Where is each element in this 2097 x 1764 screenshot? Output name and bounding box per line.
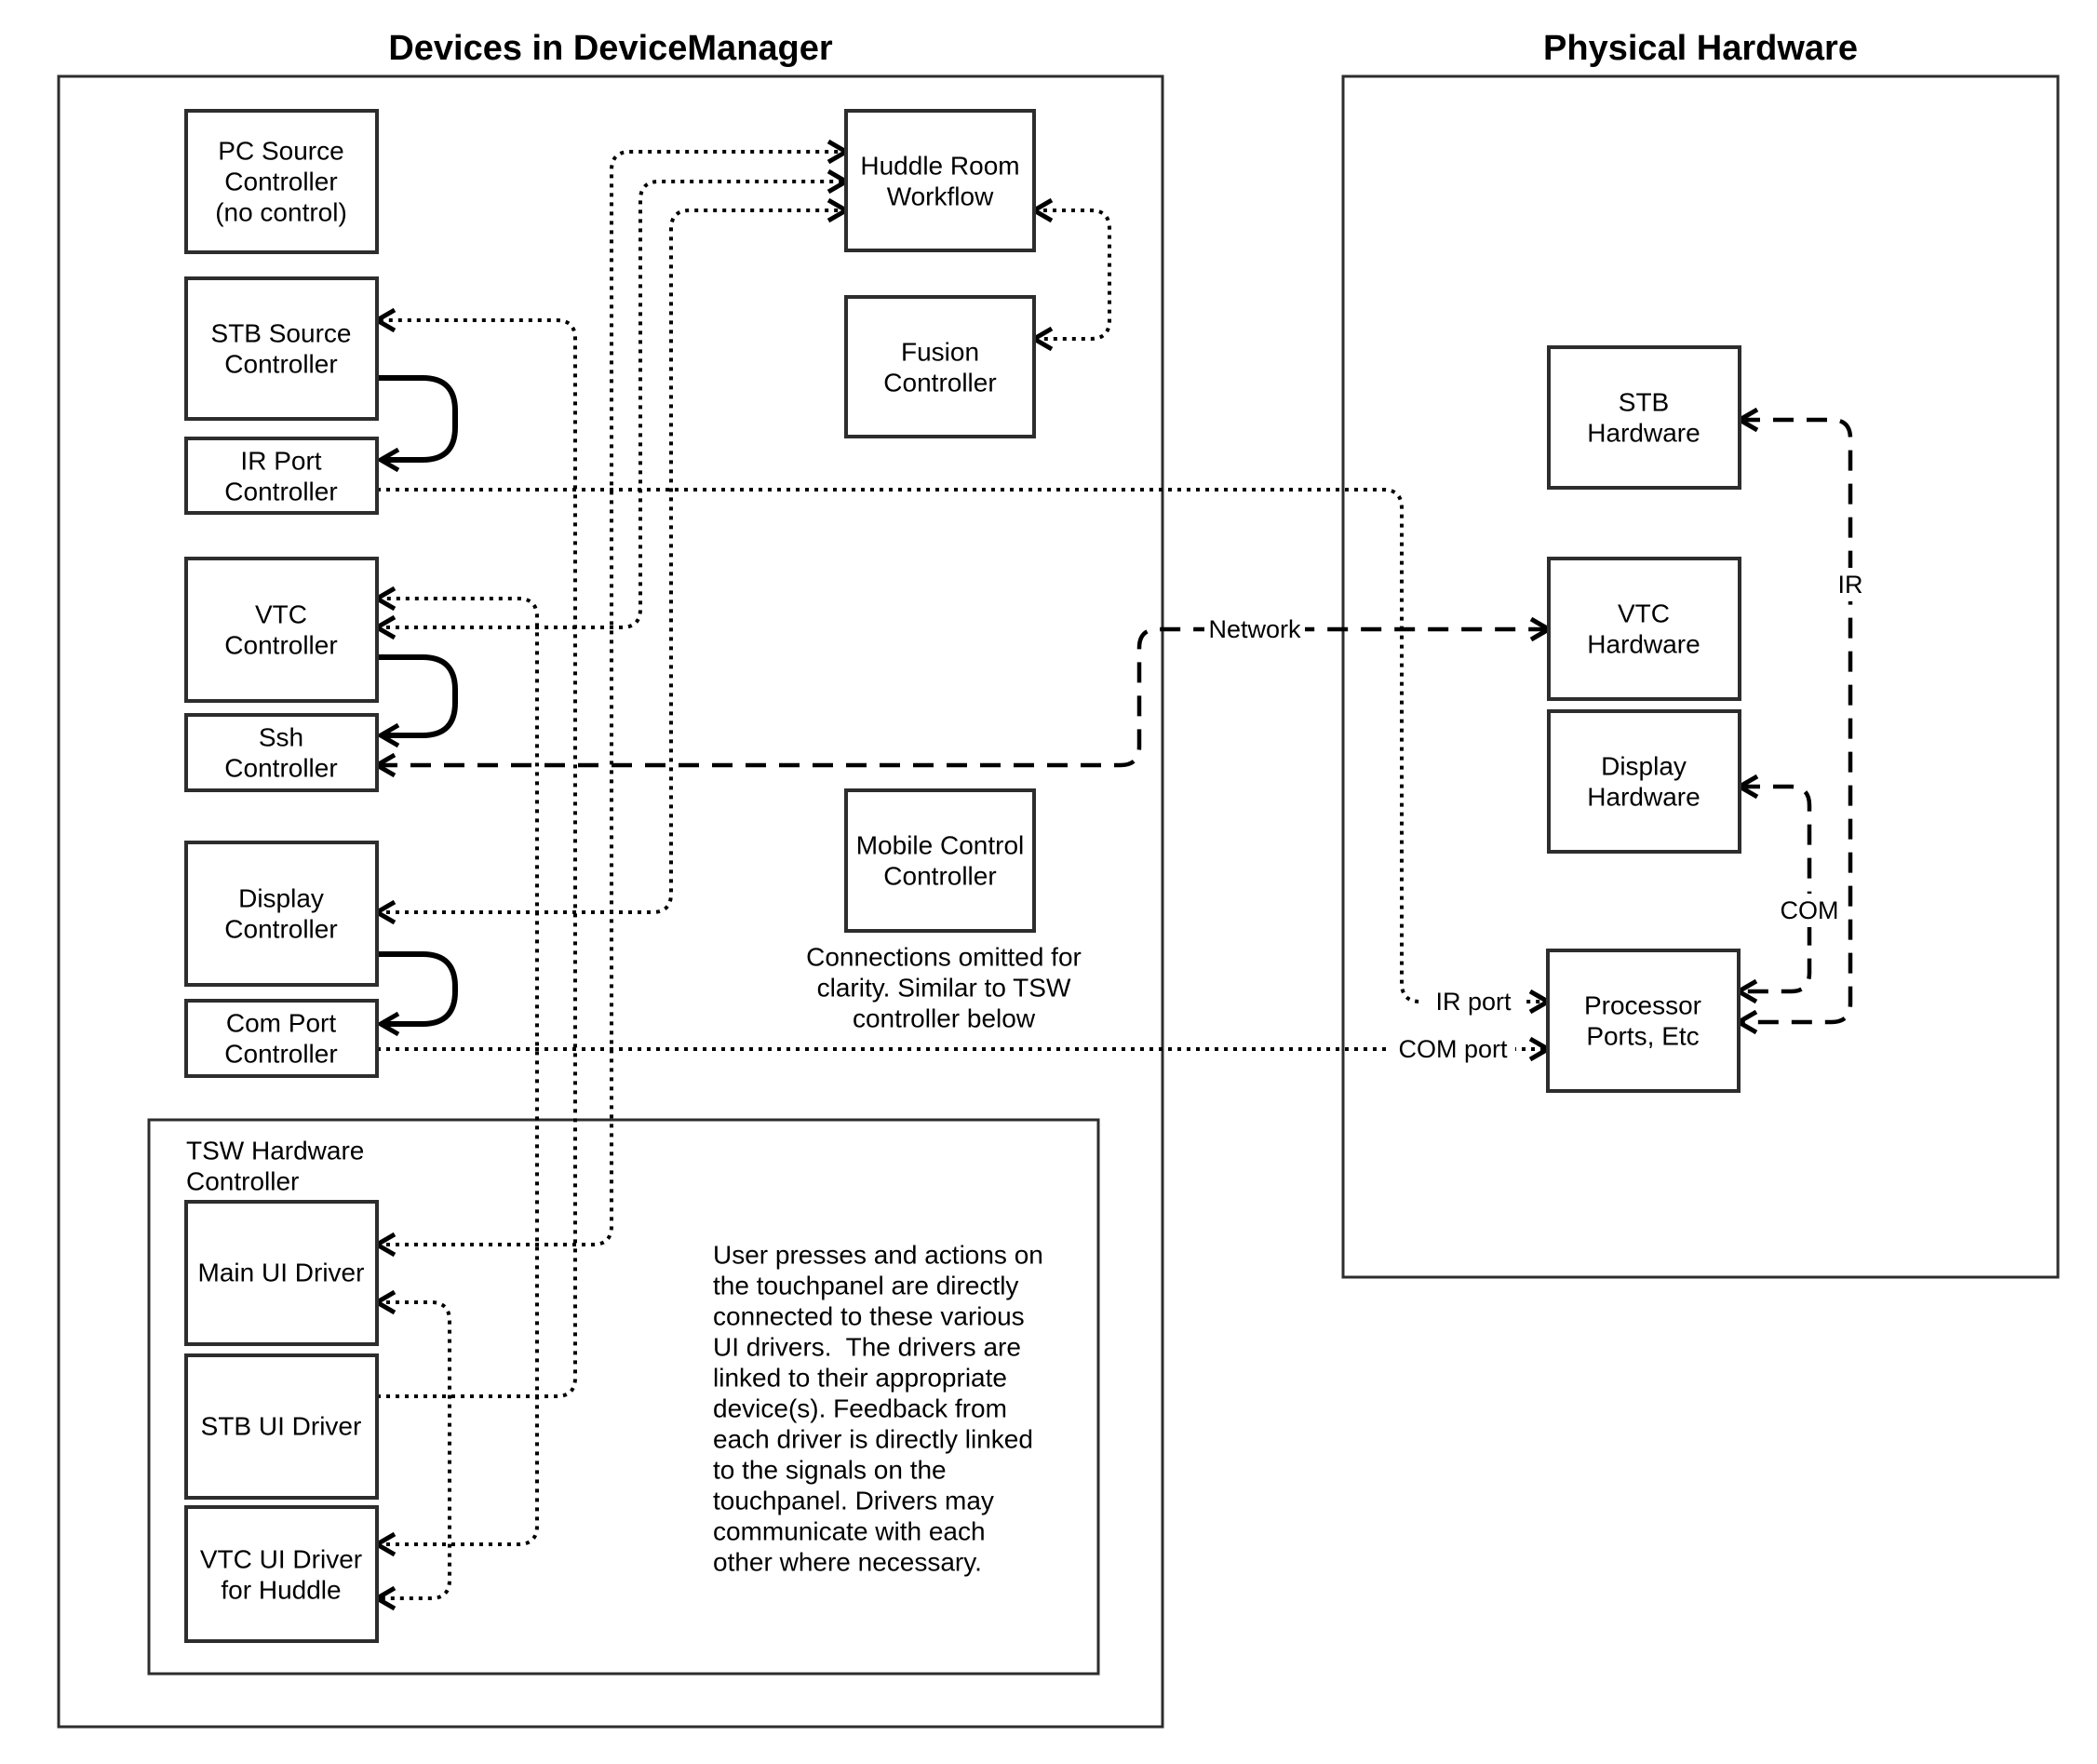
svg-text:Hardware: Hardware	[1587, 629, 1700, 659]
right-title: Physical Hardware	[1543, 29, 1858, 68]
svg-text:Network: Network	[1208, 615, 1301, 643]
svg-text:VTC UI Driver: VTC UI Driver	[199, 1544, 363, 1574]
svg-text:(no control): (no control)	[215, 197, 347, 227]
node-processor-ports	[1548, 950, 1739, 1091]
svg-text:Controller: Controller	[883, 861, 997, 891]
edge-vtc-ui-vtc	[377, 599, 537, 1544]
left-title: Devices in DeviceManager	[388, 29, 833, 68]
svg-text:Controller: Controller	[224, 477, 338, 506]
node-stb-ui-driver	[186, 1355, 377, 1498]
svg-text:PC Source: PC Source	[218, 136, 344, 166]
node-stb-source-controller	[186, 278, 377, 419]
svg-text:Controller: Controller	[186, 1166, 300, 1196]
edge-huddle-fusion	[1034, 210, 1109, 339]
svg-text:Huddle Room: Huddle Room	[860, 151, 1020, 181]
node-vtc-ui-driver	[186, 1507, 377, 1641]
edge-ssh-vtc-hw-network	[377, 629, 1549, 765]
com-label	[1775, 894, 1844, 927]
node-main-ui-driver	[186, 1202, 377, 1344]
svg-text:Fusion: Fusion	[900, 337, 980, 367]
svg-text:Connections omitted for: Connections omitted for	[806, 942, 1082, 972]
svg-text:Controller: Controller	[224, 914, 338, 944]
svg-text:Ssh: Ssh	[258, 722, 304, 752]
node-ir-port-controller	[186, 438, 377, 513]
svg-text:connected to these various: connected to these various	[713, 1301, 1025, 1331]
edge-stb-ui-stb-source	[377, 320, 575, 1396]
ir-label	[1833, 568, 1868, 601]
svg-text:STB: STB	[1618, 387, 1670, 417]
svg-text:Main UI Driver: Main UI Driver	[197, 1258, 365, 1287]
edge-vtc-ssh	[377, 657, 455, 735]
node-vtc-controller	[186, 559, 377, 701]
svg-text:Controller: Controller	[224, 630, 338, 660]
svg-text:TSW Hardware: TSW Hardware	[186, 1136, 365, 1165]
svg-text:Hardware: Hardware	[1587, 418, 1700, 448]
svg-text:clarity. Similar to TSW: clarity. Similar to TSW	[816, 973, 1071, 1003]
svg-text:UI drivers. The drivers are: UI drivers. The drivers are	[713, 1332, 1021, 1362]
edge-main-ui-huddle	[377, 152, 846, 1245]
svg-text:IR: IR	[1837, 571, 1863, 599]
svg-text:STB UI Driver: STB UI Driver	[200, 1411, 362, 1441]
svg-text:COM: COM	[1780, 896, 1839, 924]
svg-text:Hardware: Hardware	[1587, 782, 1700, 812]
svg-text:device(s). Feedback from: device(s). Feedback from	[713, 1394, 1007, 1423]
node-display-controller	[186, 842, 377, 985]
svg-text:touchpanel. Drivers may: touchpanel. Drivers may	[713, 1486, 994, 1515]
com-port-label	[1391, 1032, 1515, 1066]
node-ssh-controller	[186, 715, 377, 790]
svg-text:Workflow: Workflow	[886, 182, 994, 211]
svg-text:IR port: IR port	[1435, 988, 1512, 1016]
svg-text:each driver is directly linked: each driver is directly linked	[713, 1424, 1033, 1454]
edge-main-ui-vtc-ui	[377, 1302, 450, 1598]
svg-text:Controller: Controller	[224, 167, 338, 196]
svg-text:User presses and actions on: User presses and actions on	[713, 1240, 1043, 1270]
svg-text:Controller: Controller	[224, 349, 338, 379]
svg-text:Display: Display	[1601, 751, 1687, 781]
svg-text:to the signals on the: to the signals on the	[713, 1455, 947, 1485]
edge-stb-hw-processor-ir	[1739, 420, 1850, 1022]
svg-text:Mobile Control: Mobile Control	[855, 830, 1025, 860]
node-mobile-control-controller	[846, 790, 1034, 931]
mobile-note	[806, 943, 1082, 1033]
svg-text:Display: Display	[238, 883, 324, 913]
node-pc-source-controller	[186, 111, 377, 252]
svg-text:IR Port: IR Port	[240, 446, 322, 476]
edge-display-com-port	[377, 954, 455, 1024]
tsw-note	[713, 1241, 1043, 1577]
svg-text:Ports, Etc: Ports, Etc	[1586, 1021, 1700, 1051]
node-stb-hardware	[1549, 347, 1740, 488]
node-com-port-controller	[186, 1001, 377, 1076]
svg-text:COM port: COM port	[1398, 1035, 1508, 1063]
edge-stb-source-ir-port	[377, 378, 455, 460]
svg-text:other where necessary.: other where necessary.	[713, 1547, 982, 1577]
edge-vtc-huddle	[377, 182, 846, 627]
tsw-container-label	[186, 1137, 364, 1196]
svg-text:for Huddle: for Huddle	[221, 1575, 342, 1605]
edge-display-hw-processor-com	[1739, 787, 1809, 991]
svg-text:the touchpanel are directly: the touchpanel are directly	[713, 1271, 1019, 1300]
svg-text:Controller: Controller	[224, 1039, 338, 1069]
svg-text:Controller: Controller	[224, 753, 338, 783]
node-huddle-room-workflow	[846, 111, 1034, 250]
svg-text:VTC: VTC	[255, 599, 307, 629]
node-fusion-controller	[846, 297, 1034, 437]
svg-text:Processor: Processor	[1583, 990, 1702, 1020]
svg-text:linked to their appropriate: linked to their appropriate	[713, 1363, 1007, 1393]
svg-text:communicate with each: communicate with each	[713, 1516, 986, 1546]
ir-port-label	[1422, 985, 1525, 1018]
svg-text:STB Source: STB Source	[210, 318, 352, 348]
node-vtc-hardware	[1549, 559, 1740, 699]
node-display-hardware	[1549, 711, 1740, 852]
network-label	[1204, 613, 1305, 646]
svg-text:VTC: VTC	[1618, 599, 1670, 628]
svg-text:controller below: controller below	[852, 1003, 1036, 1033]
svg-text:Com Port: Com Port	[225, 1008, 337, 1038]
svg-text:Controller: Controller	[883, 368, 997, 397]
